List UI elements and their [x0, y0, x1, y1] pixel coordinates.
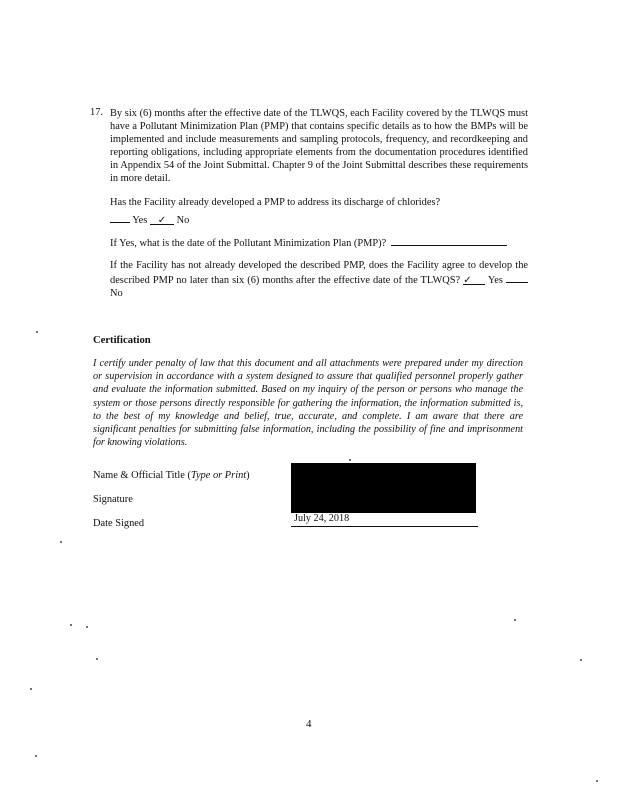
- name-title-label-text: Name & Official Title (: [93, 470, 191, 481]
- scan-speck: [580, 659, 582, 661]
- name-title-label-close: ): [246, 470, 250, 481]
- date-signed-label: Date Signed: [93, 518, 145, 529]
- scan-speck: [35, 755, 37, 757]
- pmp-date-question: [110, 235, 507, 250]
- certification-statement: I certify under penalty of law that this document and all attachments were prepared under my direction or supervision in accordance with a system designed to assure that qualified personnel properly gather and evaluate the information submitted. Based on my inquiry of the person or persons who manage the system or those persons directly responsible for gathering the information, the information submitted is, to the best of my knowledge and belief, true, accurate, and complete. I am aware that there are significant penalties for submitting false information, including the possibility of fine and imprisonment for knowing violations.: [93, 358, 523, 449]
- check-mark-icon: ✓: [463, 275, 472, 286]
- item-number: 17.: [90, 107, 103, 118]
- scan-speck: [596, 780, 598, 782]
- scan-speck: [96, 658, 98, 660]
- pmp-agree-question: [110, 259, 528, 300]
- pmp-agree-question-text: If the Facility has not already developed the described PMP, does the Facility agree to develop the described PMP no later than six (6) months after the effective date of the TLWQS?: [110, 260, 528, 286]
- scan-speck: [349, 459, 351, 461]
- check-mark-icon: ✓: [157, 215, 167, 226]
- no-label: No: [176, 215, 190, 226]
- certification-heading: Certification: [93, 335, 151, 346]
- scan-speck: [60, 541, 62, 543]
- scan-speck: [36, 331, 38, 333]
- name-title-label: [93, 470, 250, 481]
- agree-yes-label: Yes: [487, 275, 503, 286]
- yes-label: Yes: [132, 215, 148, 226]
- yes-checkbox: [110, 212, 130, 223]
- scan-speck: [514, 619, 516, 621]
- pmp-question: Has the Facility already developed a PMP to address its discharge of chlorides?: [110, 197, 441, 208]
- item-17-paragraph: By six (6) months after the effective date of the TLWQS, each Facility covered by the TLWQS must have a Pollutant Minimization Plan (PMP) that contains specific details as to how the BMPs will be implemented and include measurements and sampling protocols, frequency, and recordkeeping and reporting obligations, including appropriate elements from the documentation procedures identified in Appendix 54 of the Joint Submittal. Chapter 9 of the Joint Submittal describes these requirements in more detail.: [110, 108, 528, 184]
- redacted-signature-block: [291, 463, 476, 513]
- date-signature-line: [291, 526, 478, 527]
- signature-label: Signature: [93, 494, 133, 505]
- no-checkbox: [150, 214, 174, 225]
- pmp-answer: [110, 212, 189, 227]
- pmp-date-field: [391, 235, 507, 246]
- agree-no-label: No: [110, 288, 123, 299]
- page-number: 4: [306, 718, 312, 730]
- agree-yes-checkbox: [463, 274, 485, 285]
- pmp-date-question-text: If Yes, what is the date of the Pollutant Minimization Plan (PMP)?: [110, 238, 387, 249]
- scan-speck: [30, 688, 32, 690]
- name-title-label-hint: Type or Print: [190, 470, 247, 481]
- scan-speck: [86, 626, 88, 628]
- date-signed-value: July 24, 2018: [294, 513, 350, 524]
- agree-no-checkbox: [506, 272, 528, 283]
- scan-speck: [70, 624, 72, 626]
